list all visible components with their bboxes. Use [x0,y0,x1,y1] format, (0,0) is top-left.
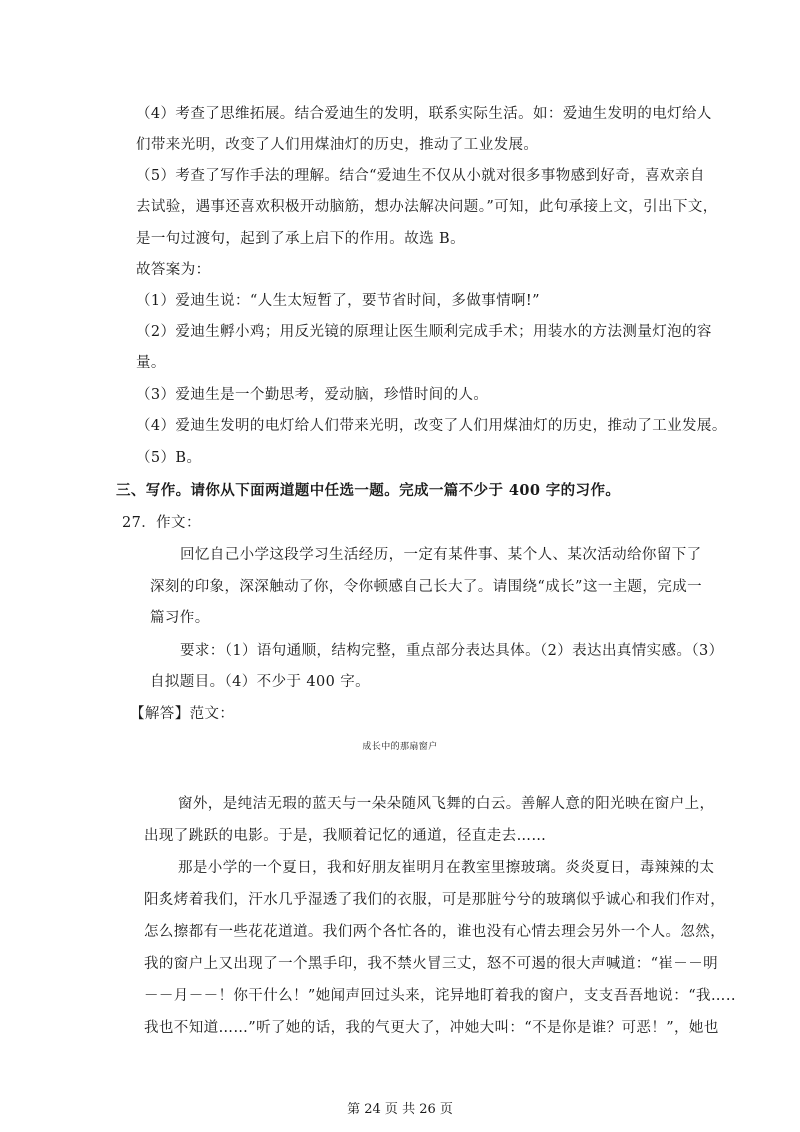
essay-p1-line1: 窗外，是纯洁无瑕的蓝天与一朵朵随风飞舞的白云。善解人意的阳光映在窗户上， [178,796,715,812]
prompt-line2: 深刻的印象，深深触动了你，令你顿感自己长大了。请围绕“成长”这一主题，完成一 [150,579,703,595]
answer-3: （3）爱迪生是一个勤思考，爱动脑，珍惜时间的人。 [136,387,489,403]
essay-p2-line3: 怎么擦都有一些花花道道。我们两个各忙各的，谁也没有心情去理会另外一个人。忽然， [144,924,726,940]
prompt-line1: 回忆自己小学这段学习生活经历，一定有某件事、某个人、某次活动给你留下了 [180,547,702,563]
essay-p2-line1: 那是小学的一个夏日，我和好朋友崔明月在教室里擦玻璃。炎炎夏日，毒辣辣的太 [178,860,715,876]
essay-title: 成长中的那扇窗户 [362,742,438,752]
analysis-item4-line1: （4）考查了思维拓展。结合爱迪生的发明，联系实际生活。如：爱迪生发明的电灯给人 [136,106,712,122]
answer-1: （1）爱迪生说：“人生太短暂了，要节省时间，多做事情啊!” [136,293,540,309]
analysis-item5-line2: 去试验，遇事还喜欢积极开动脑筋，想办法解决问题。”可知，此句承接上文，引出下文， [136,199,718,215]
essay-p2-line5: －－月－－！你干什么！”她闻声回过头来，诧异地盯着我的窗户，支支吾吾地说：“我….. [144,988,736,1004]
answers-heading: 故答案为： [136,262,211,278]
requirements-line1: 要求：（1）语句通顺，结构完整，重点部分表达具体。（2）表达出真情实感。（3） [180,643,724,659]
page-number-footer: 第 24 页 共 26 页 [347,1102,453,1117]
answer-2-line2: 量。 [136,355,166,371]
analysis-item5-line3: 是一句过渡句，起到了承上启下的作用。故选 B。 [136,231,465,247]
essay-p2-line4: 我的窗户上又出现了一个黑手印，我不禁火冒三丈，怒不可遏的很大声喊道：“崔－－明 [144,956,719,972]
analysis-item5-line1: （5）考查了写作手法的理解。结合“爱迪生不仅从小就对很多事物感到好奇，喜欢亲自 [136,168,705,184]
prompt-line3: 篇习作。 [150,610,210,626]
essay-p2-line2: 阳炙烤着我们，汗水几乎湿透了我们的衣服，可是那脏兮兮的玻璃似乎诚心和我们作对， [144,892,726,908]
essay-p1-line2: 出现了跳跃的电影。于是，我顺着记忆的通道，径直走去…… [144,828,547,844]
analysis-item4-line2: 们带来光明，改变了人们用煤油灯的历史，推动了工业发展。 [136,137,539,153]
answer-4: （4）爱迪生发明的电灯给人们带来光明，改变了人们用煤油灯的历史，推动了工业发展。 [136,418,727,434]
requirements-line2: 自拟题目。（4）不少于 400 字。 [150,674,371,690]
section-3-heading: 三、写作。请你从下面两道题中任选一题。完成一篇不少于 400 字的习作。 [116,482,621,499]
essay-p2-line6: 我也不知道……”听了她的话，我的气更大了，冲她大叫：“不是你是谁？可恶！”，她也 [144,1020,719,1036]
answer-2-line1: （2）爱迪生孵小鸡；用反光镜的原理让医生顺利完成手术；用装水的方法测量灯泡的容 [136,324,712,340]
question-27-label: 27．作文： [122,515,201,531]
answer-label: 【解答】范文： [130,706,235,722]
answer-5: （5）B。 [136,450,202,466]
